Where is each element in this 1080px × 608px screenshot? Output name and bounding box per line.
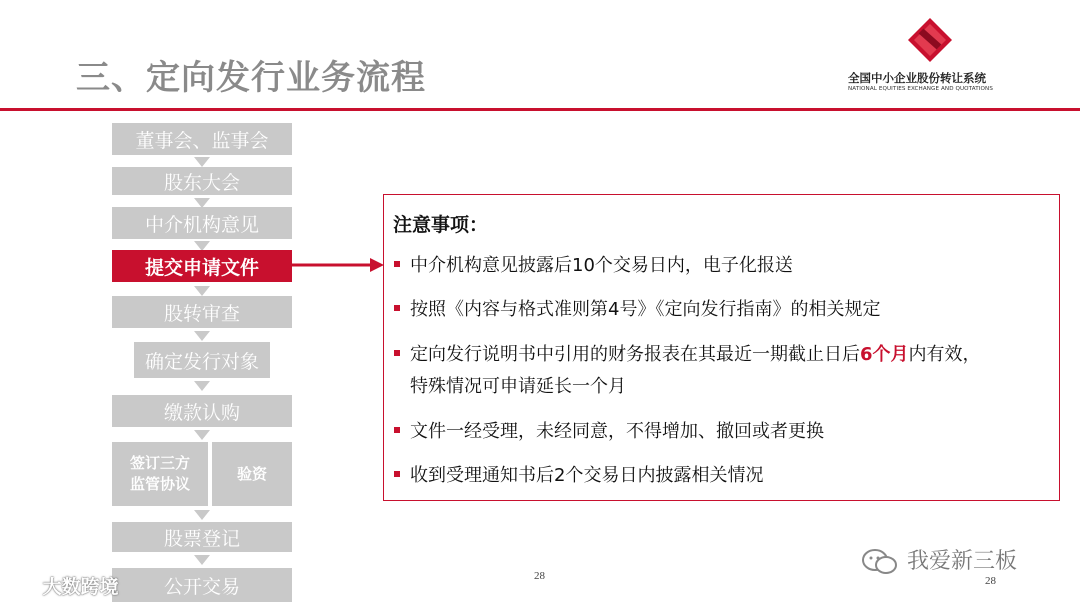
note-item xyxy=(394,250,1049,282)
page-title: 三、定向发行业务流程 xyxy=(76,58,426,98)
arrow-down-icon xyxy=(194,430,210,440)
flow-step-agreement-label: 签订三方监管协议 xyxy=(129,454,190,493)
flow-step-board: 董事会、监事会 xyxy=(112,123,292,155)
flow-step-review: 股转审查 xyxy=(112,296,292,328)
watermark-left-text: 大数跨境 xyxy=(42,576,119,598)
watermark-left xyxy=(6,572,119,599)
arrow-down-icon xyxy=(194,555,210,565)
note-text: 内有效， xyxy=(908,344,981,365)
watermark-right xyxy=(860,544,1017,576)
page-number: 28 xyxy=(534,570,545,582)
note-item xyxy=(394,339,1049,403)
notes-title: 注意事项： xyxy=(393,214,489,236)
flow-step-agreement xyxy=(112,442,208,506)
note-text: 中介机构意见披露后10个交易日内，电子化报送 xyxy=(410,255,793,276)
arrow-down-icon xyxy=(194,157,210,167)
title-divider xyxy=(0,108,1080,111)
note-item xyxy=(394,460,1049,492)
logo xyxy=(848,18,1028,98)
note-text: 定向发行说明书中引用的财务报表在其最近一期截止日后 xyxy=(410,344,860,365)
flow-step-intermediary: 中介机构意见 xyxy=(112,207,292,239)
note-item xyxy=(394,416,1049,448)
watermark-logo-icon xyxy=(6,578,36,598)
note-text: 按照《内容与格式准则第4号》《定向发行指南》的相关规定 xyxy=(410,299,881,320)
bullet-icon xyxy=(394,471,400,477)
flow-step-target: 确定发行对象 xyxy=(134,342,270,378)
wechat-icon xyxy=(860,548,900,576)
note-item xyxy=(394,294,1049,326)
notes-panel xyxy=(383,194,1060,501)
arrow-down-icon xyxy=(194,510,210,520)
arrow-down-icon xyxy=(194,331,210,341)
note-text: 文件一经受理，未经同意，不得增加、撤回或者更换 xyxy=(410,421,824,442)
bullet-icon xyxy=(394,261,400,267)
arrow-right-icon xyxy=(292,255,384,275)
flow-step-registration: 股票登记 xyxy=(112,522,292,552)
arrow-down-icon xyxy=(194,286,210,296)
bullet-icon xyxy=(394,305,400,311)
flow-step-shareholders: 股东大会 xyxy=(112,167,292,195)
page-number-corner: 28 xyxy=(985,575,996,587)
arrow-down-icon xyxy=(194,381,210,391)
logo-icon xyxy=(908,18,952,62)
note-highlight: 6个月 xyxy=(860,344,909,365)
flow-step-trading: 公开交易 xyxy=(112,568,292,602)
logo-text-en: NATIONAL EQUITIES EXCHANGE AND QUOTATIONS xyxy=(848,86,993,92)
flow-step-capital-check: 验资 xyxy=(212,442,292,506)
process-flow xyxy=(112,120,292,608)
flow-step-payment: 缴款认购 xyxy=(112,395,292,427)
watermark-right-text: 我爱新三板 xyxy=(907,549,1018,574)
flow-step-submit: 提交申请文件 xyxy=(112,250,292,282)
logo-text-cn: 全国中小企业股份转让系统 xyxy=(848,71,986,85)
note-text-continued: 特殊情况可申请延长一个月 xyxy=(410,376,626,397)
bullet-icon xyxy=(394,350,400,356)
bullet-icon xyxy=(394,427,400,433)
note-text: 收到受理通知书后2个交易日内披露相关情况 xyxy=(410,465,764,486)
